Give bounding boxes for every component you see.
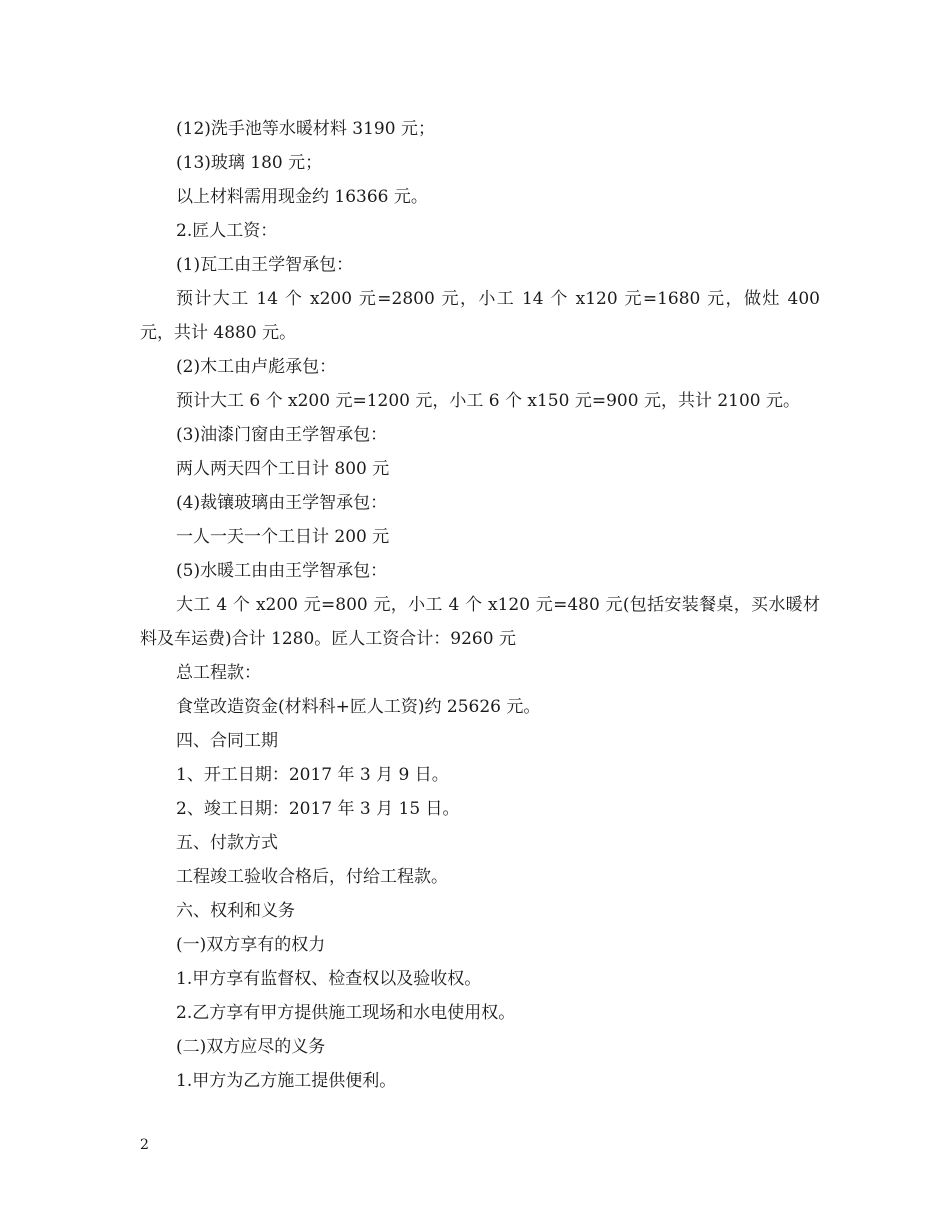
paragraph: 工程竣工验收合格后，付给工程款。 xyxy=(176,867,448,887)
paragraph: 2、竣工日期：2017 年 3 月 15 日。 xyxy=(176,799,460,819)
paragraph: (2)木工由卢彪承包： xyxy=(176,357,337,377)
paragraph: 一人一天一个工日计 200 元 xyxy=(176,527,390,547)
page-number: 2 xyxy=(140,1137,149,1153)
paragraph: (5)水暖工由由王学智承包： xyxy=(176,561,388,581)
paragraph: 1.甲方享有监督权、检查权以及验收权。 xyxy=(176,969,482,989)
paragraph: 1.甲方为乙方施工提供便利。 xyxy=(176,1071,397,1091)
paragraph: 2.乙方享有甲方提供施工现场和水电使用权。 xyxy=(176,1003,516,1023)
paragraph: (13)玻璃 180 元； xyxy=(176,153,323,173)
section-heading: 四、合同工期 xyxy=(176,731,278,751)
section-heading: 六、权利和义务 xyxy=(176,901,295,921)
paragraph: 总工程款： xyxy=(176,663,261,683)
paragraph: 预计大工 14 个 x200 元=2800 元，小工 14 个 x120 元=1680 元，做灶 400 元，共计 4880 元。 xyxy=(140,289,820,343)
paragraph: (12)洗手池等水暖材料 3190 元； xyxy=(176,119,435,139)
paragraph: (1)瓦工由王学智承包： xyxy=(176,255,354,275)
paragraph: 大工 4 个 x200 元=800 元，小工 4 个 x120 元=480 元(包括安装餐桌，买水暖材料及车运费)合计 1280。匠人工资合计：9260 元 xyxy=(140,595,820,649)
paragraph: 预计大工 6 个 x200 元=1200 元，小工 6 个 x150 元=900 元，共计 2100 元。 xyxy=(176,391,801,411)
section-heading: 五、付款方式 xyxy=(176,833,278,853)
paragraph: 1、开工日期：2017 年 3 月 9 日。 xyxy=(176,765,449,785)
paragraph: (一)双方享有的权力 xyxy=(176,935,326,955)
paragraph: 2.匠人工资： xyxy=(176,221,278,241)
paragraph: (4)裁镶玻璃由王学智承包： xyxy=(176,493,388,513)
paragraph: 两人两天四个工日计 800 元 xyxy=(176,459,390,479)
paragraph: (二)双方应尽的义务 xyxy=(176,1037,326,1057)
paragraph: (3)油漆门窗由王学智承包： xyxy=(176,425,388,445)
paragraph: 以上材料需用现金约 16366 元。 xyxy=(176,187,428,207)
document-body xyxy=(140,112,820,1098)
paragraph: 食堂改造资金(材料科+匠人工资)约 25626 元。 xyxy=(176,697,541,717)
